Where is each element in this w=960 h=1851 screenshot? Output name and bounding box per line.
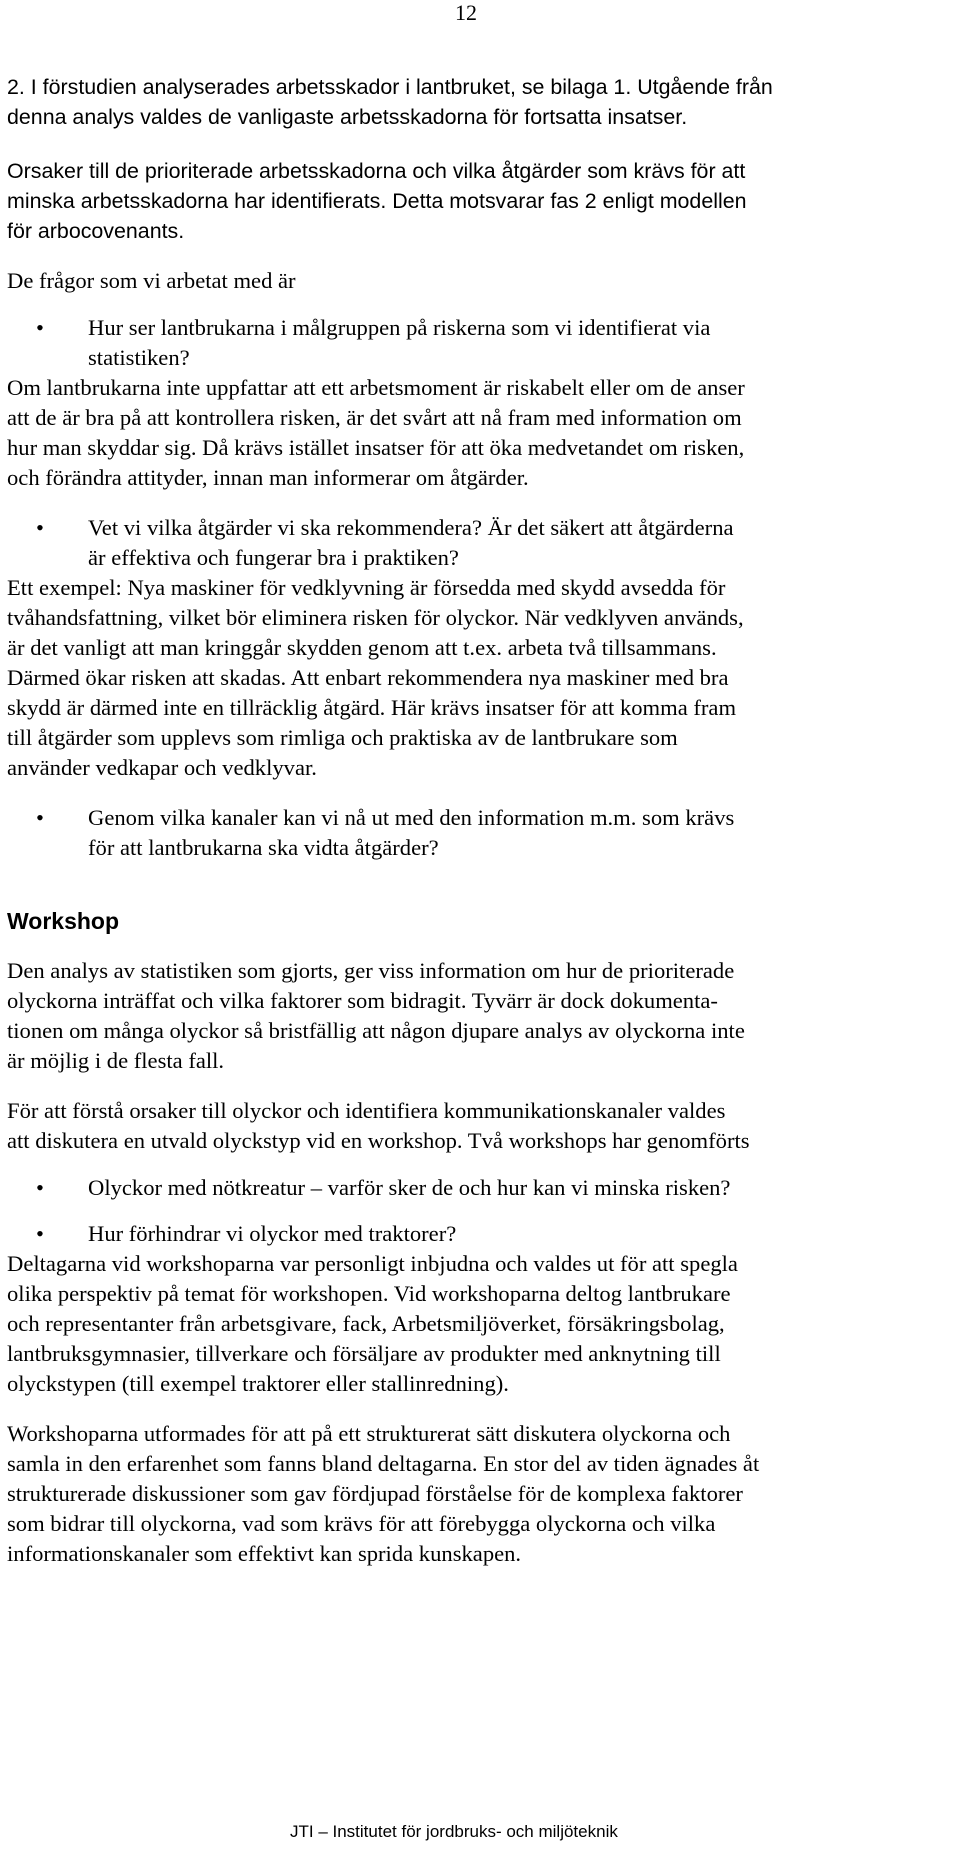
text-line: statistiken? bbox=[88, 345, 190, 370]
text-line: för att lantbrukarna ska vidta åtgärder? bbox=[88, 835, 439, 860]
text-line: samla in den erfarenhet som fanns bland deltagarna. En stor del av tiden ägnades åt bbox=[7, 1451, 760, 1476]
workshop-format-paragraph bbox=[7, 1419, 952, 1569]
text-line: tvåhandsfattning, vilket bör eliminera risken för olyckor. När vedklyven används, bbox=[7, 605, 744, 630]
text-line: hur man skyddar sig. Då krävs istället insatser för att öka medvetandet om risken, bbox=[7, 435, 745, 460]
page-footer: JTI – Institutet för jordbruks- och miljöteknik bbox=[290, 1822, 618, 1841]
text-line: olyckstypen (till exempel traktorer eller stallinredning). bbox=[7, 1371, 509, 1396]
text-line: Vet vi vilka åtgärder vi ska rekommendera? Är det säkert att åtgärderna bbox=[88, 515, 734, 540]
text-line bbox=[7, 72, 952, 102]
bullet-icon: • bbox=[36, 805, 44, 830]
bullet-icon: • bbox=[36, 1221, 44, 1246]
bullet-icon: • bbox=[36, 515, 44, 540]
page-number: 12 bbox=[455, 0, 477, 25]
workshop-topic-list bbox=[7, 1173, 952, 1249]
text-line: Hur ser lantbrukarna i målgruppen på riskerna som vi identifierat via bbox=[88, 315, 711, 340]
text-line: Därmed ökar risken att skadas. Att enbart rekommendera nya maskiner med bra bbox=[7, 665, 729, 690]
text-line: att diskutera en utvald olyckstyp vid en workshop. Två workshops har genomförts bbox=[7, 1128, 750, 1153]
bullet-icon: • bbox=[36, 315, 44, 340]
text-line: och förändra attityder, innan man informerar om åtgärder. bbox=[7, 465, 529, 490]
analysis-paragraph bbox=[7, 956, 952, 1076]
text-line: som bidrar till olyckorna, vad som krävs för att förebygga olyckorna och vilka bbox=[7, 1511, 716, 1536]
text-line: minska arbetsskadorna har identifierats. Detta motsvarar fas 2 enligt modellen bbox=[7, 189, 747, 213]
question-list-1 bbox=[7, 313, 952, 373]
text-line: informationskanaler som effektivt kan sprida kunskapen. bbox=[7, 1541, 522, 1566]
question-list-2 bbox=[7, 513, 952, 573]
text-line: är effektiva och fungerar bra i praktiken? bbox=[88, 545, 459, 570]
list-item bbox=[7, 803, 952, 863]
text-line: För att förstå orsaker till olyckor och identifiera kommunikationskanaler valdes bbox=[7, 1098, 726, 1123]
purpose-paragraph bbox=[7, 1096, 952, 1156]
text-line: lantbruksgymnasier, tillverkare och försäljare av produkter med anknytning till bbox=[7, 1341, 721, 1366]
participants-paragraph bbox=[7, 1249, 952, 1399]
attitude-paragraph bbox=[7, 373, 952, 493]
text-line: olyckorna inträffat och vilka faktorer som bidragit. Tyvärr är dock dokumenta- bbox=[7, 988, 718, 1013]
text-line: Workshoparna utformades för att på ett strukturerat sätt diskutera olyckorna och bbox=[7, 1421, 731, 1446]
text-line: tionen om många olyckor så bristfällig att någon djupare analys av olyckorna inte bbox=[7, 1018, 745, 1043]
text-line: Ett exempel: Nya maskiner för vedklyvning är försedda med skydd avsedda för bbox=[7, 575, 726, 600]
text-line: skydd är därmed inte en tillräcklig åtgärd. Här krävs insatser för att komma fram bbox=[7, 695, 737, 720]
section-heading-workshop: Workshop bbox=[7, 908, 120, 934]
bullet-icon: • bbox=[36, 1175, 44, 1200]
questions-intro: De frågor som vi arbetat med är bbox=[7, 268, 296, 293]
question-list-3 bbox=[7, 803, 952, 863]
text-line: Genom vilka kanaler kan vi nå ut med den information m.m. som krävs bbox=[88, 805, 735, 830]
text-line: strukturerade diskussioner som gav fördjupad förståelse för de komplexa faktorer bbox=[7, 1481, 743, 1506]
text-line: är det vanligt att man kringgår skydden genom att t.ex. arbeta två tillsammans. bbox=[7, 635, 717, 660]
text-line: att de är bra på att kontrollera risken, är det svårt att nå fram med information om bbox=[7, 405, 742, 430]
item-number: 2. bbox=[7, 75, 25, 99]
list-item bbox=[7, 513, 952, 573]
orsaker-paragraph bbox=[7, 156, 952, 246]
list-item bbox=[7, 313, 952, 373]
text-line: använder vedkapar och vedklyvar. bbox=[7, 755, 317, 780]
text-line: olika perspektiv på temat för workshopen. Vid workshoparna deltog lantbrukare bbox=[7, 1281, 731, 1306]
text-line: Deltagarna vid workshoparna var personligt inbjudna och valdes ut för att spegla bbox=[7, 1251, 738, 1276]
text-line: är möjlig i de flesta fall. bbox=[7, 1048, 225, 1073]
text-line: och representanter från arbetsgivare, fack, Arbetsmiljöverket, försäkringsbolag, bbox=[7, 1311, 725, 1336]
text-line: Hur förhindrar vi olyckor med traktorer? bbox=[88, 1221, 457, 1246]
text-line: till åtgärder som upplevs som rimliga och praktiska av de lantbrukare som bbox=[7, 725, 678, 750]
text-line: denna analys valdes de vanligaste arbetsskadorna för fortsatta insatser. bbox=[7, 105, 688, 129]
page-body bbox=[7, 72, 952, 1569]
example-paragraph bbox=[7, 573, 952, 783]
text-line: Om lantbrukarna inte uppfattar att ett arbetsmoment är riskabelt eller om de anser bbox=[7, 375, 745, 400]
list-item bbox=[7, 1173, 952, 1203]
text-line: för arbocovenants. bbox=[7, 219, 185, 243]
list-item bbox=[7, 1219, 952, 1249]
text-line: Den analys av statistiken som gjorts, ger viss information om hur de prioriterade bbox=[7, 958, 735, 983]
text-line: Orsaker till de prioriterade arbetsskadorna och vilka åtgärder som krävs för att bbox=[7, 159, 746, 183]
item-text: I förstudien analyserades arbetsskador i lantbruket, se bilaga 1. Utgående från bbox=[30, 75, 773, 99]
text-line: Olyckor med nötkreatur – varför sker de och hur kan vi minska risken? bbox=[88, 1175, 731, 1200]
numbered-paragraph-2 bbox=[7, 72, 952, 132]
